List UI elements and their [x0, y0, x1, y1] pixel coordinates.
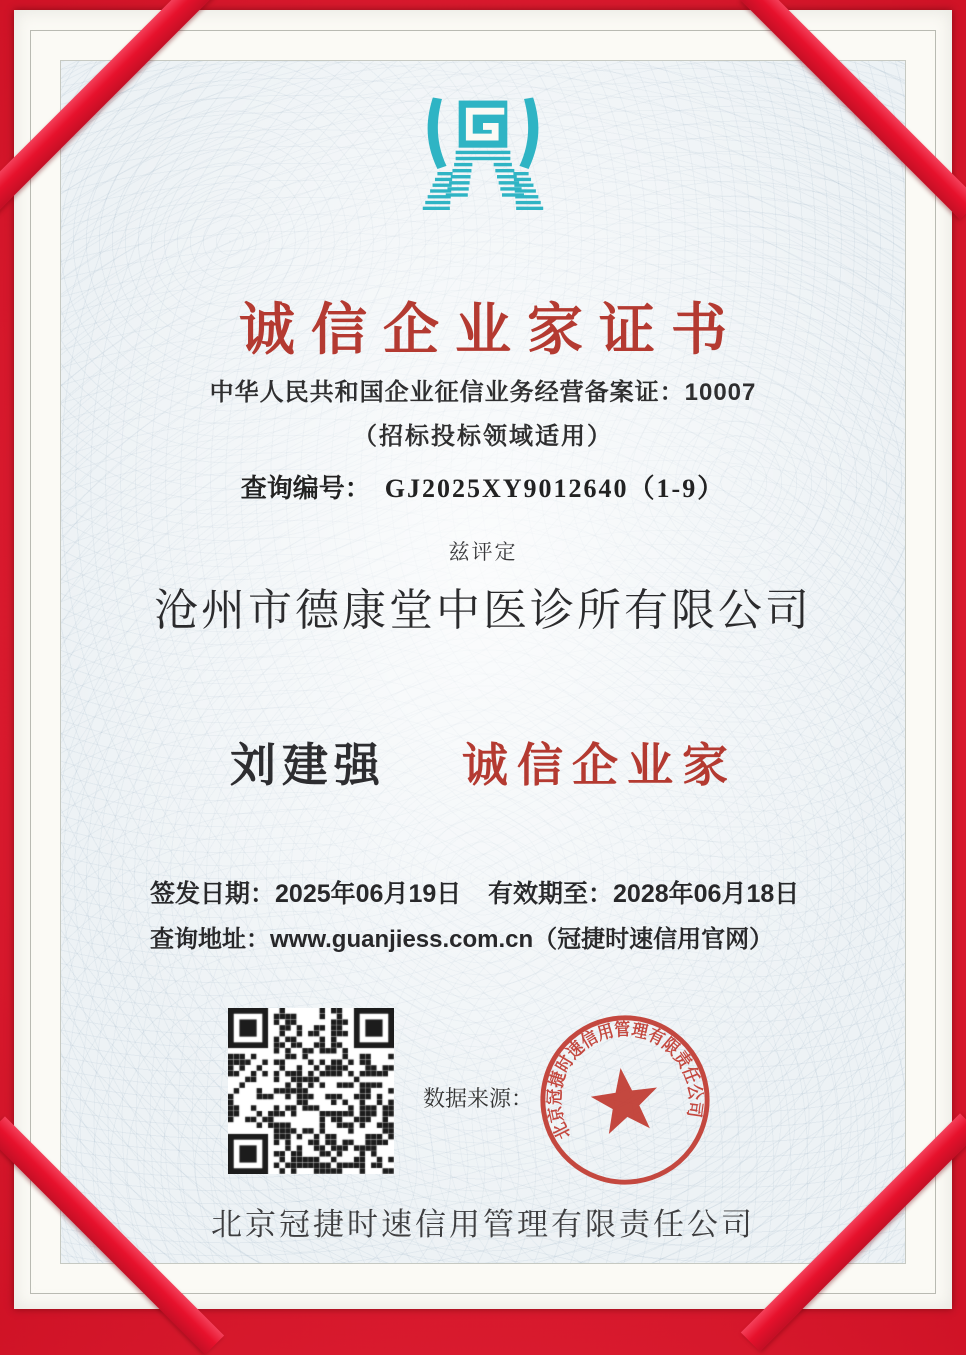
valid-until-line [488, 874, 799, 910]
query-url-line [150, 919, 773, 954]
issue-date-label: 签发日期： [150, 880, 276, 908]
query-number-value: GJ2025XY9012640（1-9） [384, 474, 726, 503]
honor-title: 诚信企业家 [462, 739, 737, 791]
filing-number-line: 中华人民共和国企业征信业务经营备案证：10007 [209, 379, 757, 406]
data-source-label: 数据来源： [423, 1086, 534, 1111]
qr-code [228, 1008, 394, 1174]
issuer-name: 北京冠捷时速信用管理有限责任公司 [211, 1207, 755, 1242]
company-seal [537, 1012, 713, 1188]
valid-until-label: 有效期至： [488, 880, 614, 908]
issue-date-line [150, 874, 461, 910]
issue-date-value: 2025年06月19日 [275, 880, 462, 908]
valid-until-value: 2028年06月18日 [613, 880, 800, 908]
query-number-line [0, 468, 966, 505]
company-name: 沧州市德康堂中医诊所有限公司 [154, 586, 812, 635]
scope-line: （招标投标领域适用） [353, 423, 613, 450]
person-name: 刘建强 [230, 739, 386, 791]
seal-text: 北京冠捷时速信用管理有限责任公司 [544, 1019, 707, 1143]
query-url-label: 查询地址： [150, 926, 270, 953]
seal-star-icon [587, 1063, 662, 1135]
issuer-logo-icon [407, 96, 559, 248]
certificate-title: 诚信企业家证书 [239, 298, 743, 361]
query-url-value: www.guanjiess.com.cn（冠捷时速信用官网） [270, 926, 774, 953]
query-number-label: 查询编号： [240, 473, 371, 503]
hereby-text: 兹评定 [448, 541, 518, 564]
